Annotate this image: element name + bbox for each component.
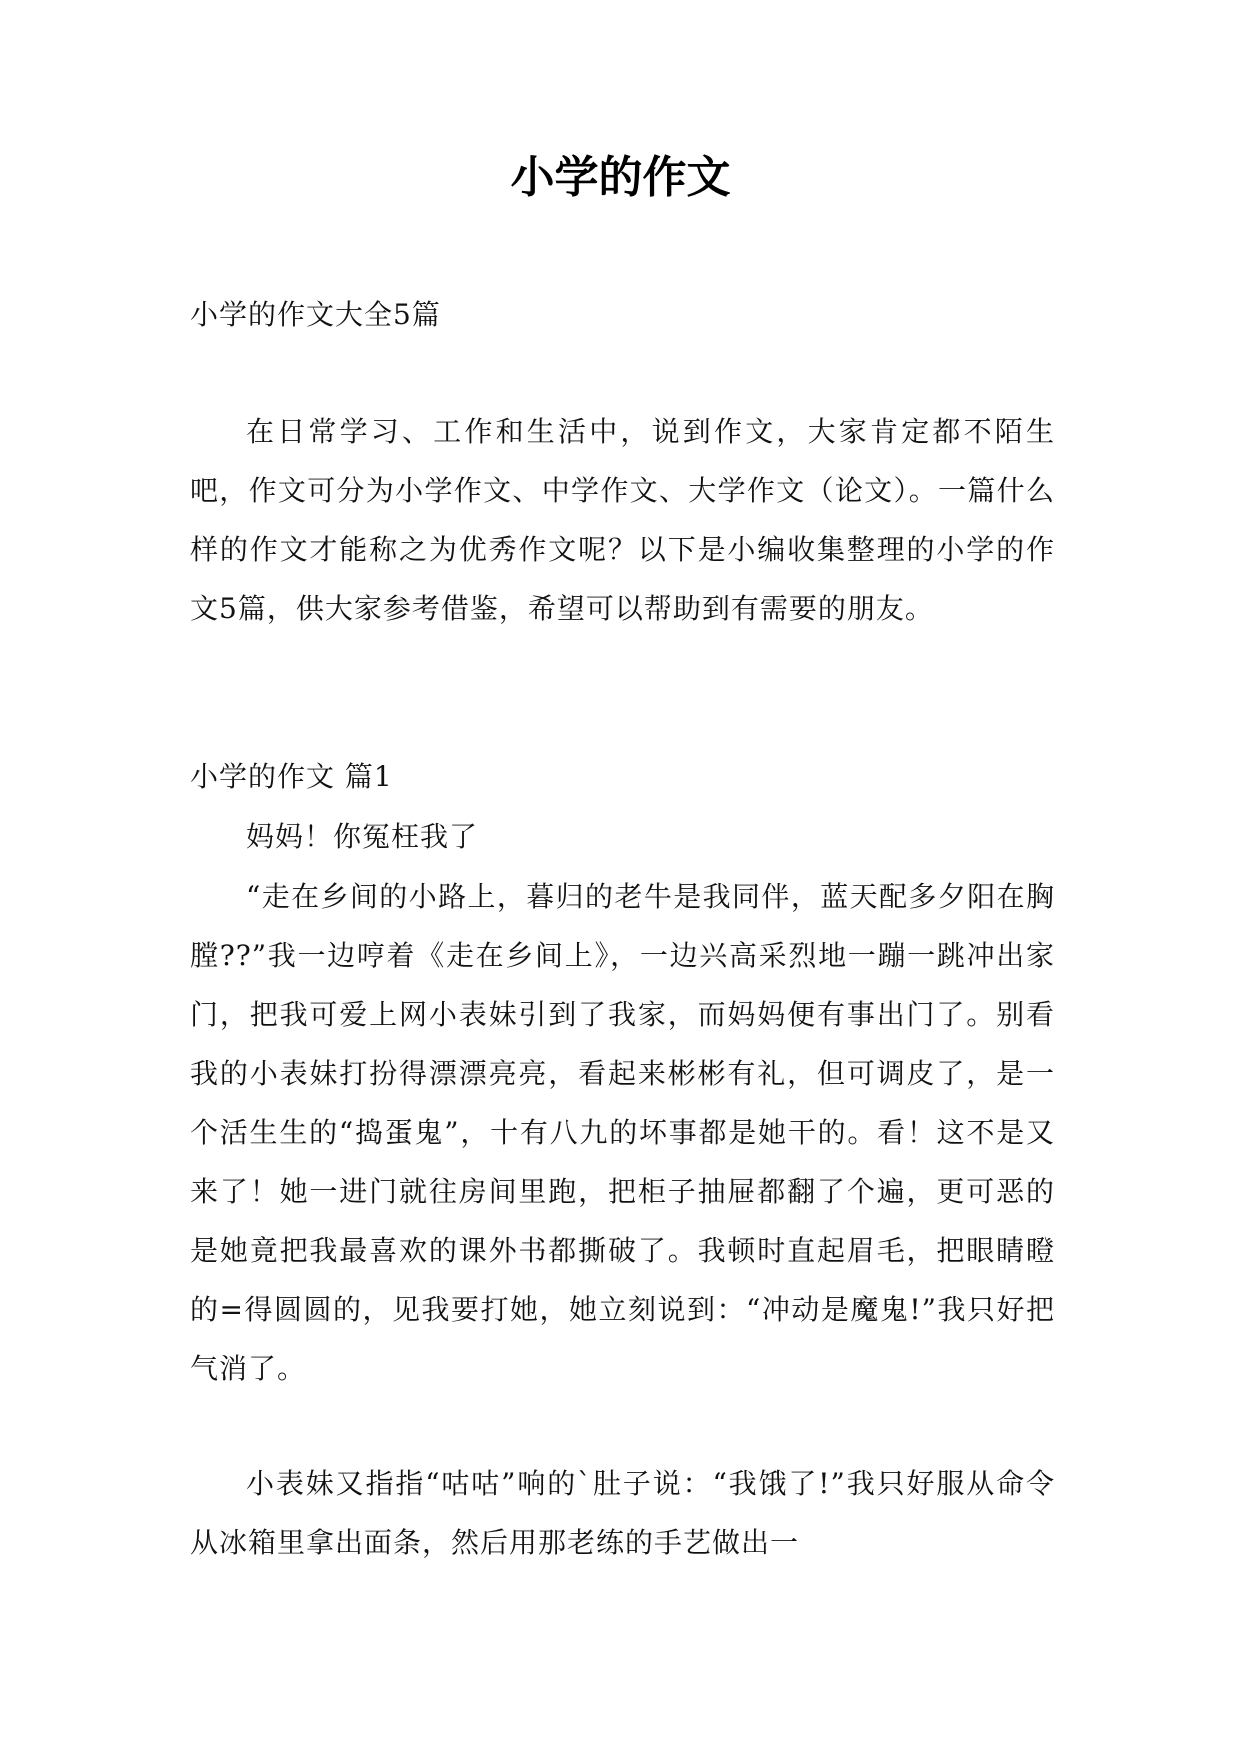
intro-paragraph: 在日常学习、工作和生活中，说到作文，大家肯定都不陌生吧，作文可分为小学作文、中学作文、大学作文（论文）。一篇什么样的作文才能称之为优秀作文呢？以下是小编收集整理的小学的作文5篇，供大家参考借鉴，希望可以帮助到有需要的朋友。 [190,415,1055,625]
document-title: 小学的作文 [510,152,731,203]
essay-paragraph: 小表妹又指指“咕咕”响的`肚子说：“我饿了!”我只好服从命令从冰箱里拿出面条，然后用那老练的手艺做出一 [190,1467,1055,1559]
essay-title: 妈妈！你冤枉我了 [246,820,479,853]
document-subtitle: 小学的作文大全5篇 [190,298,441,331]
section-heading: 小学的作文 篇1 [190,760,393,793]
essay-paragraph: “走在乡间的小路上，暮归的老牛是我同伴，蓝天配多夕阳在胸膛??”我一边哼着《走在乡间上》，一边兴高采烈地一蹦一跳冲出家门，把我可爱上网小表妹引到了我家，而妈妈便有事出门了。别看我的小表妹打扮得漂漂亮亮，看起来彬彬有礼，但可调皮了，是一个活生生的“捣蛋鬼”，十有八九的坏事都是她干的。看！这不是又来了！她一进门就往房间里跑，把柜子抽屉都翻了个遍，更可恶的是她竟把我最喜欢的课外书都撕破了。我顿时直起眉毛，把眼睛瞪的=得圆圆的，见我要打她，她立刻说到：“冲动是魔鬼!”我只好把气消了。 [190,880,1055,1385]
